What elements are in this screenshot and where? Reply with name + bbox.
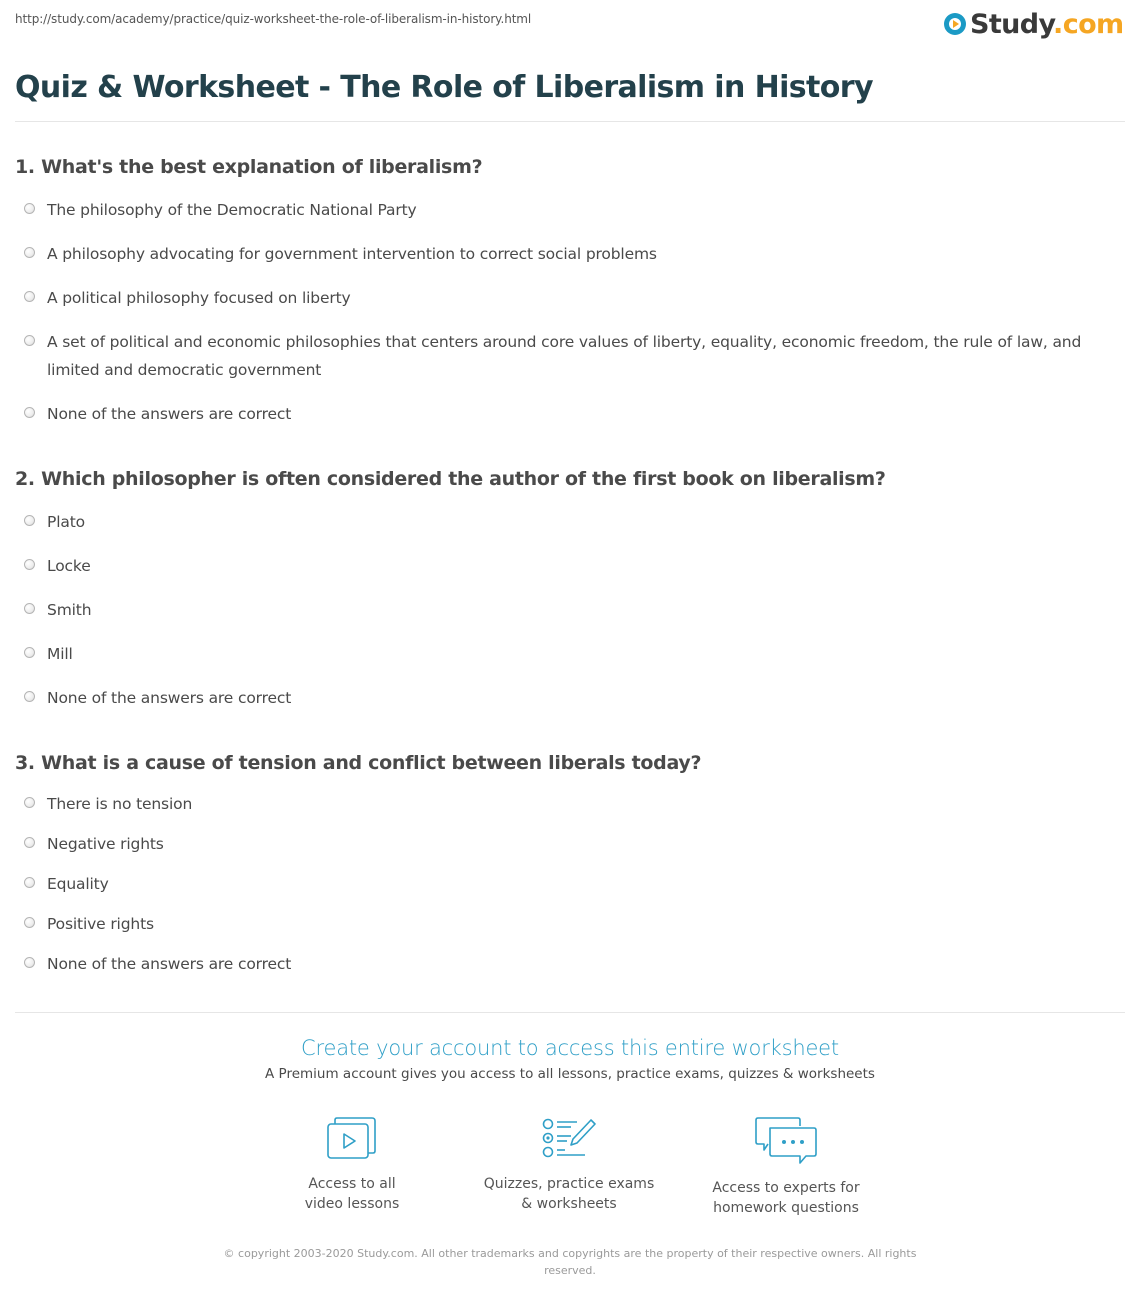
answer-text: There is no tension xyxy=(47,795,193,813)
answer-text: None of the answers are correct xyxy=(47,955,292,973)
radio-button[interactable] xyxy=(24,647,35,658)
radio-button[interactable] xyxy=(24,291,35,302)
logo-text-main: Study xyxy=(970,8,1054,40)
question-2 xyxy=(15,468,1125,707)
feature-experts xyxy=(686,1116,886,1218)
radio-button[interactable] xyxy=(24,407,35,418)
answer-text: Negative rights xyxy=(47,835,164,853)
answer-text: A philosophy advocating for government intervention to correct social problems xyxy=(47,245,657,263)
feature-video-lessons xyxy=(252,1116,452,1214)
answer-option[interactable] xyxy=(15,684,1125,712)
feature-label-line: Access to experts for xyxy=(712,1180,860,1196)
study-logo-icon xyxy=(944,13,966,35)
feature-label-line: homework questions xyxy=(713,1200,859,1216)
answer-text: A set of political and economic philosophies that centers around core values of liberty, equality, economic freedom, the rule of law, and limited and democratic government xyxy=(47,333,1082,379)
logo-text-dot: .com xyxy=(1053,8,1124,40)
radio-button[interactable] xyxy=(24,957,35,968)
feature-label-line: video lessons xyxy=(304,1196,400,1212)
answer-text: None of the answers are correct xyxy=(47,405,292,423)
answer-option[interactable] xyxy=(15,790,1125,818)
video-lessons-icon xyxy=(326,1116,378,1162)
answer-text: A political philosophy focused on liberty xyxy=(47,289,351,307)
feature-label-line: Access to all xyxy=(308,1176,396,1192)
answer-option[interactable] xyxy=(15,240,1125,268)
create-account-link[interactable]: Create your account to access this entire worksheet xyxy=(301,1036,839,1060)
study-logo[interactable] xyxy=(944,6,1124,42)
question-title: 1. What's the best explanation of liberalism? xyxy=(15,156,483,178)
quiz-checklist-icon xyxy=(541,1116,597,1162)
answer-option[interactable] xyxy=(15,596,1125,624)
answer-text: Mill xyxy=(47,645,73,663)
answer-text: None of the answers are correct xyxy=(47,689,292,707)
cta-subtitle: A Premium account gives you access to all lessons, practice exams, quizzes & worksheets xyxy=(265,1066,875,1082)
feature-label xyxy=(252,1174,452,1214)
answer-option[interactable] xyxy=(15,284,1125,312)
copyright-text: © copyright 2003-2020 Study.com. All other trademarks and copyrights are the property of their respective owners. All rights reserved. xyxy=(223,1247,917,1277)
radio-button[interactable] xyxy=(24,559,35,570)
answer-option[interactable] xyxy=(15,328,1125,384)
title-divider xyxy=(15,121,1125,122)
answer-text: The philosophy of the Democratic National Party xyxy=(47,201,417,219)
answer-text: Equality xyxy=(47,875,109,893)
answer-option[interactable] xyxy=(15,870,1125,898)
radio-button[interactable] xyxy=(24,603,35,614)
feature-label-line: & worksheets xyxy=(521,1196,617,1212)
feature-label-line: Quizzes, practice exams xyxy=(483,1176,655,1192)
answer-option[interactable] xyxy=(15,508,1125,536)
radio-button[interactable] xyxy=(24,335,35,346)
answer-option[interactable] xyxy=(15,552,1125,580)
answer-text: Locke xyxy=(47,557,91,575)
cta-divider xyxy=(15,1012,1125,1013)
question-1 xyxy=(15,156,1125,423)
radio-button[interactable] xyxy=(24,691,35,702)
page-url: http://study.com/academy/practice/quiz-worksheet-the-role-of-liberalism-in-history.html xyxy=(15,12,532,26)
radio-button[interactable] xyxy=(24,515,35,526)
answer-option[interactable] xyxy=(15,400,1125,428)
feature-label xyxy=(686,1178,886,1218)
radio-button[interactable] xyxy=(24,797,35,808)
answer-text: Plato xyxy=(47,513,85,531)
answer-option[interactable] xyxy=(15,830,1125,858)
radio-button[interactable] xyxy=(24,877,35,888)
logo-text xyxy=(970,9,1124,40)
question-3 xyxy=(15,752,1125,973)
answer-option[interactable] xyxy=(15,196,1125,224)
radio-button[interactable] xyxy=(24,247,35,258)
answer-text: Positive rights xyxy=(47,915,154,933)
question-title: 3. What is a cause of tension and conflict between liberals today? xyxy=(15,752,702,774)
radio-button[interactable] xyxy=(24,203,35,214)
chat-bubbles-icon xyxy=(754,1116,818,1166)
answer-option[interactable] xyxy=(15,910,1125,938)
answer-option[interactable] xyxy=(15,950,1125,978)
page-title: Quiz & Worksheet - The Role of Liberalism in History xyxy=(15,70,873,105)
answer-option[interactable] xyxy=(15,640,1125,668)
feature-label xyxy=(469,1174,669,1214)
question-title: 2. Which philosopher is often considered the author of the first book on liberalism? xyxy=(15,468,886,490)
feature-quizzes xyxy=(469,1116,669,1214)
answer-text: Smith xyxy=(47,601,92,619)
radio-button[interactable] xyxy=(24,837,35,848)
radio-button[interactable] xyxy=(24,917,35,928)
